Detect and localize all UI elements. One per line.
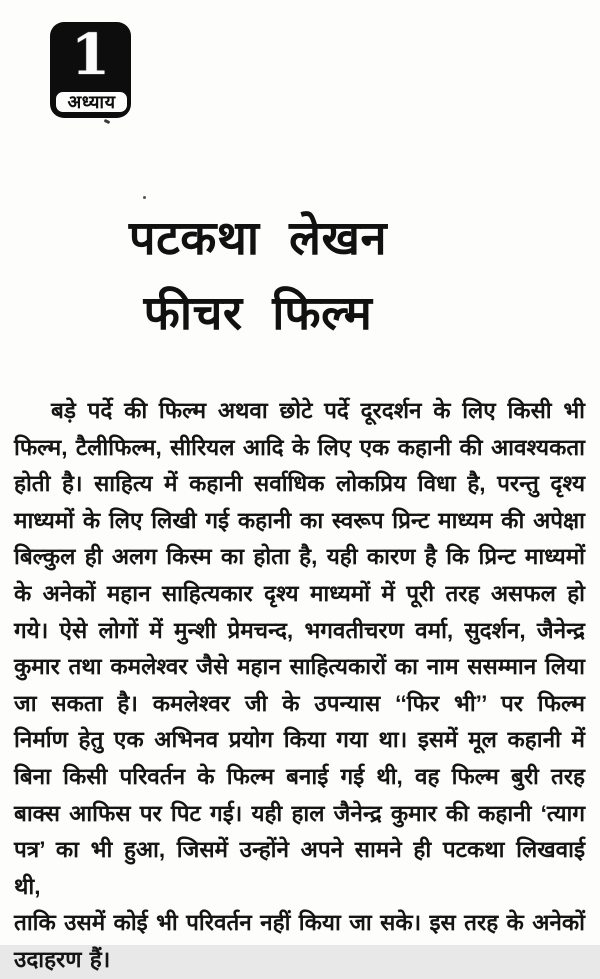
paragraph-line: बिना किसी परिवर्तन के फिल्म बनाई गई थी, वह फिल्म बुरी तरह — [14, 763, 585, 789]
paragraph-line: निर्माण हेतु एक अभिनव प्रयोग किया गया था। इसमें मूल कहानी में — [14, 727, 585, 753]
chapter-title-line2: फीचर फिल्म — [143, 286, 373, 339]
paragraph-line: जा सकता है। कमलेश्वर जी के उपन्यास ‘‘फिर भी’’ पर फिल्म — [14, 690, 585, 716]
chapter-label-pill — [53, 89, 130, 115]
body-paragraph — [14, 393, 585, 979]
chapter-number: 1 — [71, 22, 110, 88]
chapter-title-line1: पटकथा लेखन — [128, 211, 388, 264]
paragraph-line: पत्र’ का भी हुआ, जिसमें उन्होंने अपने सामने ही पटकथा लिखवाई थी, — [14, 837, 585, 899]
paragraph-line: कुमार तथा कमलेश्वर जैसे महान साहित्यकारों का नाम ससम्मान लिया — [14, 654, 585, 680]
ink-dot — [143, 196, 146, 199]
paragraph-line: उदाहरण हैं। — [14, 946, 111, 972]
chapter-number-badge — [50, 22, 131, 118]
paragraph-line: होती है। साहित्य में कहानी सर्वाधिक लोकप्रिय विधा है, परन्तु दृश्य — [14, 471, 585, 497]
paragraph-line: फिल्म, टैलीफिल्म, सीरियल आदि के लिए एक कहानी की आवश्यकता — [14, 434, 585, 460]
paragraph-line: बाक्स आफिस पर पिट गई। यही हाल जैनेन्द्र कुमार की कहानी ‘त्याग — [14, 800, 585, 826]
paragraph-line: गये। ऐसे लोगों में मुन्शी प्रेमचन्द, भगवतीचरण वर्मा, सुदर्शन, जैनेन्द्र — [14, 617, 585, 643]
paragraph-line: ताकि उसमें कोई भी परिवर्तन नहीं किया जा सके। इस तरह के अनेकों — [14, 910, 585, 936]
paragraph-line: माध्यमों के लिए लिखी गई कहानी का स्वरूप प्रिन्ट माध्यम की अपेक्षा — [14, 507, 585, 533]
paragraph-line: के अनेकों महान साहित्यकार दृश्य माध्यमों में पूरी तरह असफल हो — [14, 580, 585, 606]
paragraph-line: बड़े पर्दे की फिल्म अथवा छोटे पर्दे दूरदर्शन के लिए किसी भी — [51, 398, 585, 423]
chapter-title — [0, 200, 516, 350]
paragraph-line: बिल्कुल ही अलग किस्म का होता है, यही कारण है कि प्रिन्ट माध्यमों — [14, 544, 585, 570]
chapter-label: अध्याय — [67, 92, 116, 112]
ink-speck — [104, 119, 111, 124]
